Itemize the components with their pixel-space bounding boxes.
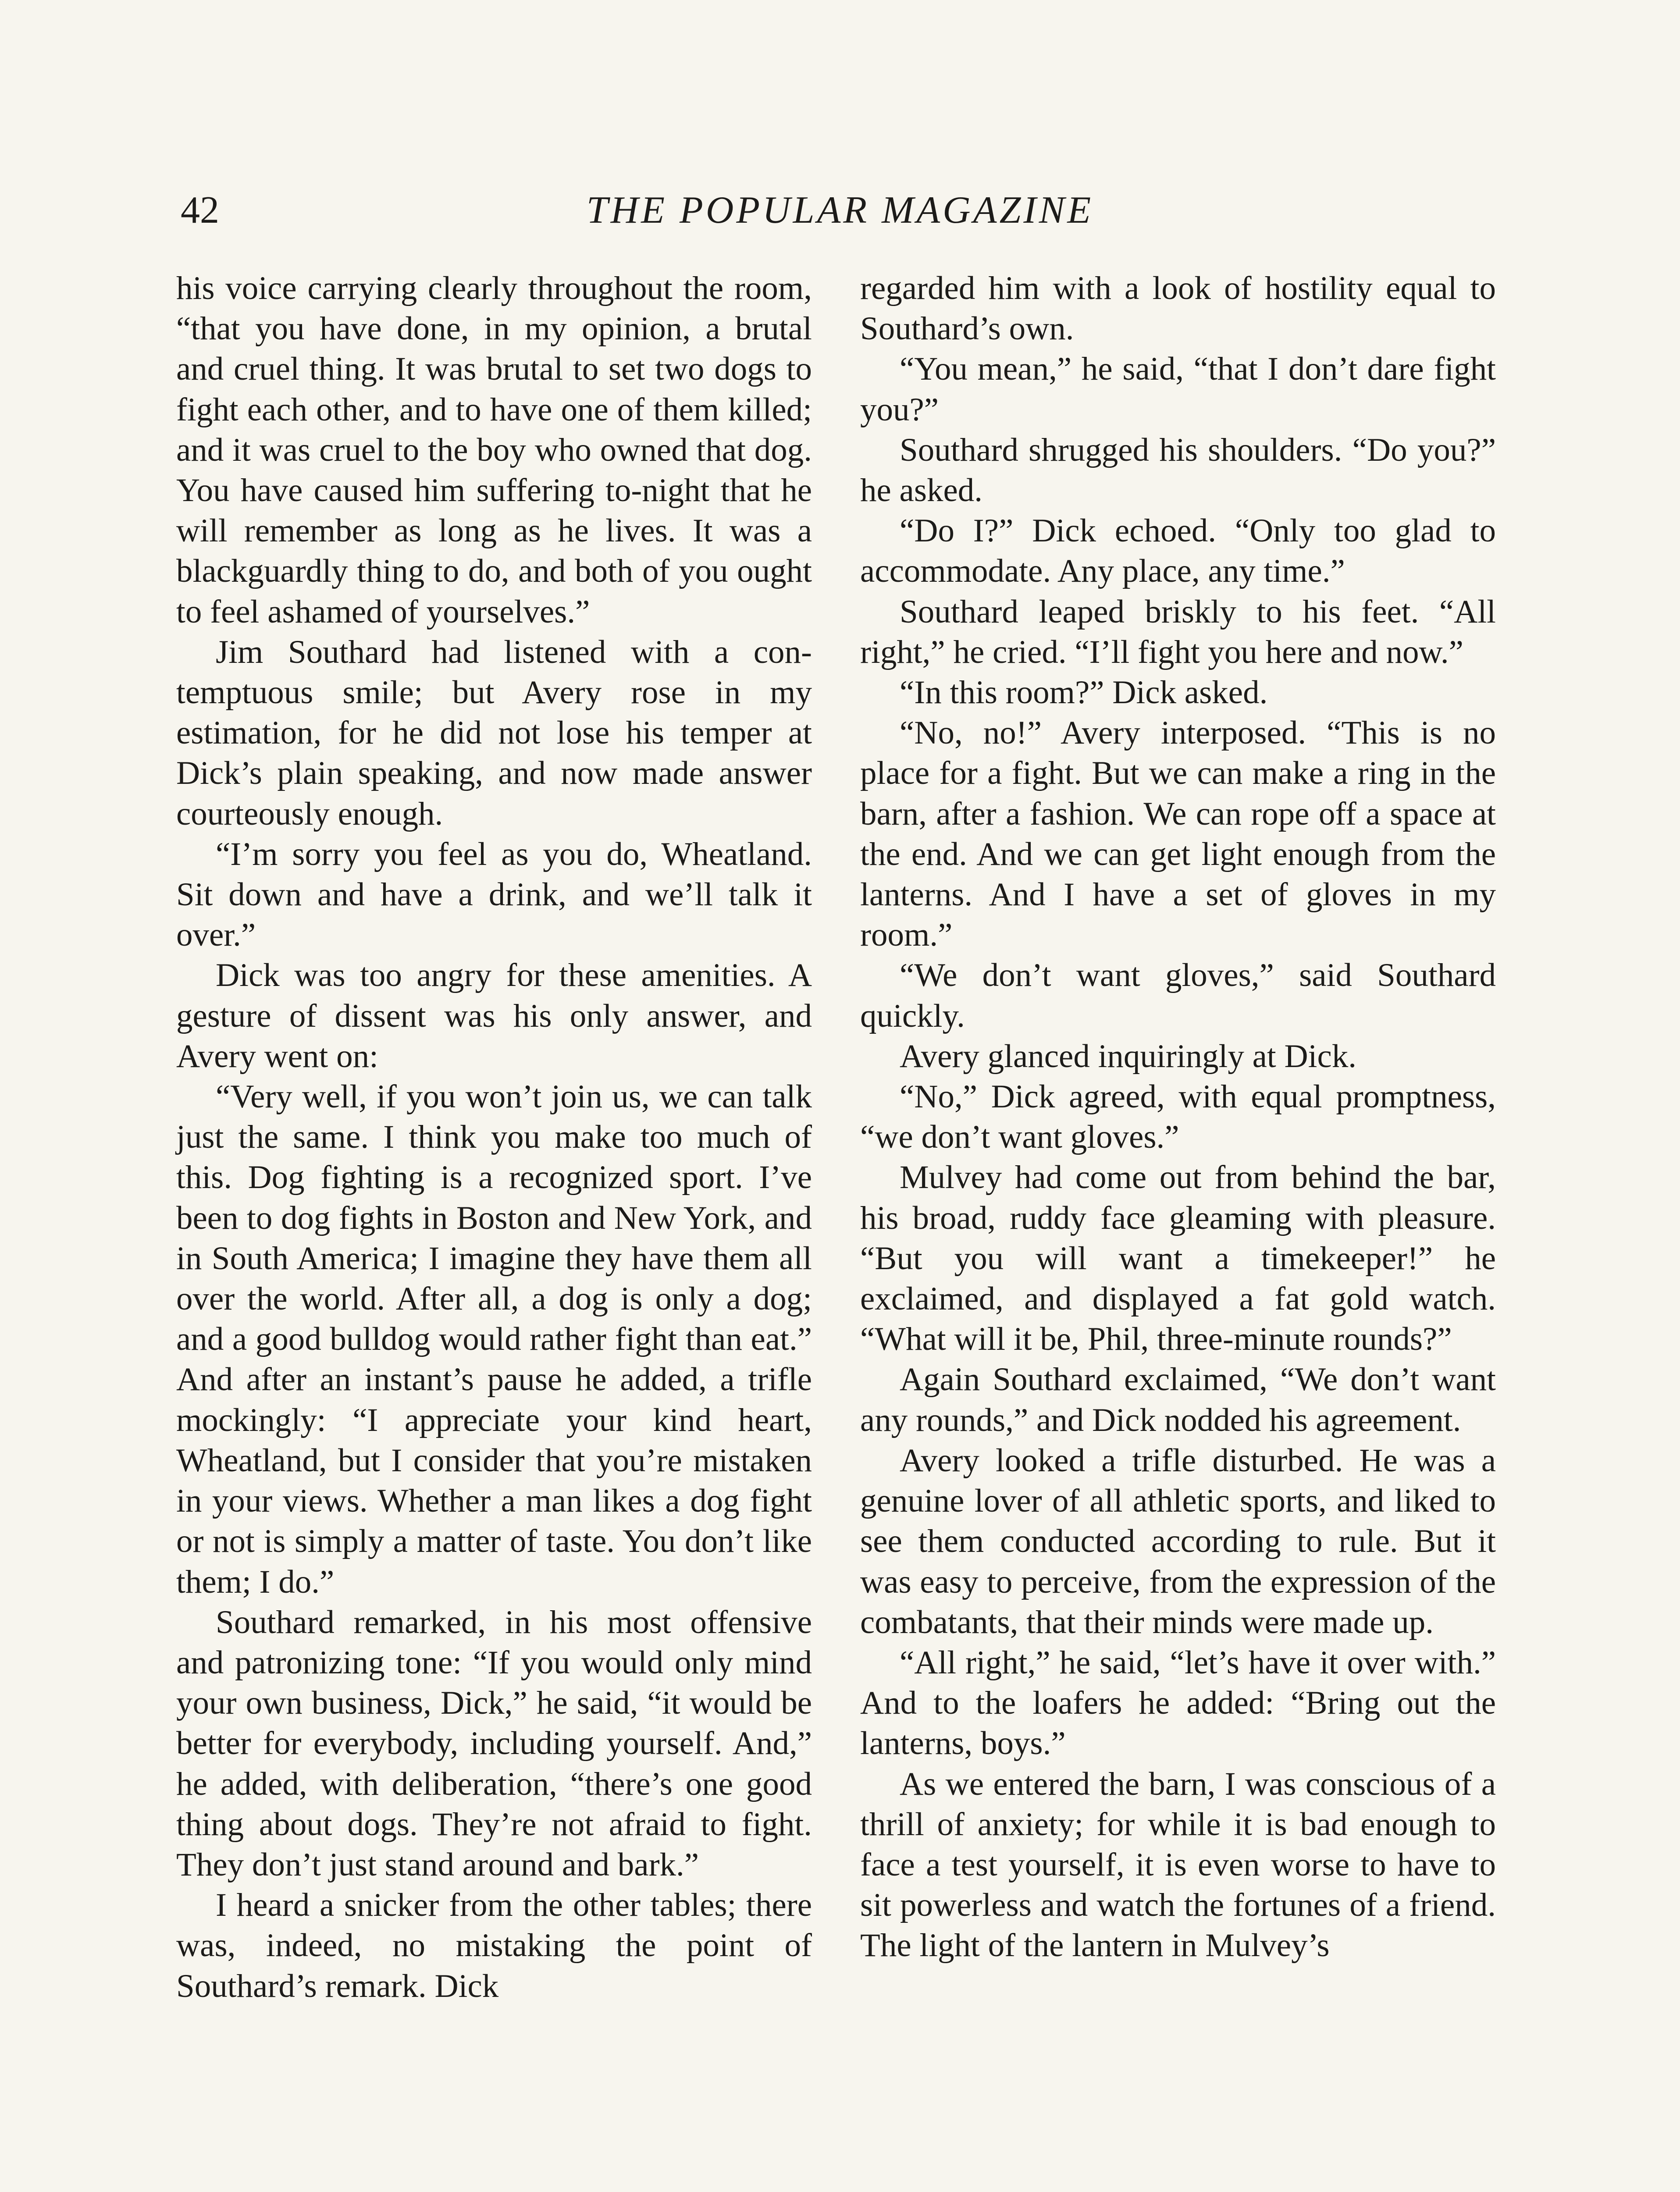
paragraph: “All right,” he said, “let’s have it over with.” And to the loafers he added: “Bring out the lanterns, boys.” <box>860 1644 1496 1762</box>
paragraph: Mulvey had come out from behind the bar, his broad, ruddy face gleaming with pleasure. “But you will want a timekeeper!” he exclaimed, and displayed a fat gold watch. “What will it be, Phil, three-minute rounds?” <box>860 1159 1496 1358</box>
paragraph: Southard remarked, in his most offensive and patronizing tone: “If you would only mind your own business, Dick,” he said, “it would be better for everybody, including yourself. And,” he added, with deliberation, “there’s one good thing about dogs. They’re not afraid to fight. They don’t just stand around and bark.” <box>176 1604 812 1883</box>
running-title: THE POPULAR MAGAZINE <box>586 189 1094 231</box>
paragraph: I heard a snicker from the other tables; there was, indeed, no mistaking the point of Southard’s remark. Dick <box>176 1887 812 2004</box>
paragraph: his voice carrying clearly throughout the room, “that you have done, in my opinion, a brutal and cruel thing. It was brutal to set two dogs to fight each other, and to have one of them killed; and it was cruel to the boy who owned that dog. You have caused him suffering to-night that he will remember as long as he lives. It was a blackguardly thing to do, and both of you ought to feel ashamed of yourselves.” <box>176 270 812 630</box>
paragraph: “No, no!” Avery interposed. “This is no place for a fight. But we can make a ring in the barn, after a fashion. We can rope off a space at the end. And we can get light enough from the lanterns. And I have a set of gloves in my room.” <box>860 715 1496 954</box>
paragraph: “No,” Dick agreed, with equal promptness, “we don’t want gloves.” <box>860 1078 1496 1156</box>
paragraph: Avery glanced inquiringly at Dick. <box>900 1038 1357 1075</box>
paragraph: Dick was too angry for these amenities. A gesture of dissent was his only answer, and Avery went on: <box>176 957 812 1075</box>
paragraph: Again Southard exclaimed, “We don’t want any rounds,” and Dick nodded his agreement. <box>860 1361 1496 1438</box>
paragraph: “Do I?” Dick echoed. “Only too glad to accommodate. Any place, any time.” <box>860 512 1496 590</box>
paragraph: Avery looked a trifle disturbed. He was a genuine lover of all athletic sports, and liked to see them conducted according to rule. But it was easy to perceive, from the expression of the combatants, that their minds were made up. <box>860 1442 1496 1640</box>
paragraph: “Very well, if you won’t join us, we can talk just the same. I think you make too much of this. Dog fighting is a recognized sport. I’ve been to dog fights in Boston and New York, and in South America; I imagine they have them all over the world. After all, a dog is only a dog; and a good bulldog would rather fight than eat.” And after an instant’s pause he added, a trifle mockingly: “I appreciate your kind heart, Wheatland, but I consider that you’re mistaken in your views. Whether a man likes a dog fight or not is simply a matter of taste. You don’t like them; I do.” <box>176 1078 812 1600</box>
paragraph: As we entered the barn, I was conscious of a thrill of anxiety; for while it is bad enough to face a test yourself, it is even worse to have to sit powerless and watch the fortunes of a friend. The light of the lantern in Mulvey’s <box>860 1765 1496 1964</box>
right-column <box>860 268 1496 1966</box>
page-number: 42 <box>181 189 219 231</box>
paragraph: “We don’t want gloves,” said Southard quickly. <box>860 957 1496 1034</box>
paragraph: Southard shrugged his shoulders. “Do you?” he asked. <box>860 431 1496 509</box>
paragraph: Southard leaped briskly to his feet. “All right,” he cried. “I’ll fight you here and now.” <box>860 593 1496 670</box>
left-column <box>176 268 812 2007</box>
paragraph: “I’m sorry you feel as you do, Wheatland. Sit down and have a drink, and we’ll talk it over.” <box>176 836 812 954</box>
paragraph: regarded him with a look of hostility equal to Southard’s own. <box>860 270 1496 347</box>
paragraph: “In this room?” Dick asked. <box>900 674 1268 711</box>
paragraph: “You mean,” he said, “that I don’t dare fight you?” <box>860 351 1496 428</box>
page-header <box>181 184 1499 250</box>
paragraph: Jim Southard had listened with a contemptuous smile; but Avery rose in my estimation, for he did not lose his temper at Dick’s plain speaking, and now made answer courteously enough. <box>176 633 812 832</box>
